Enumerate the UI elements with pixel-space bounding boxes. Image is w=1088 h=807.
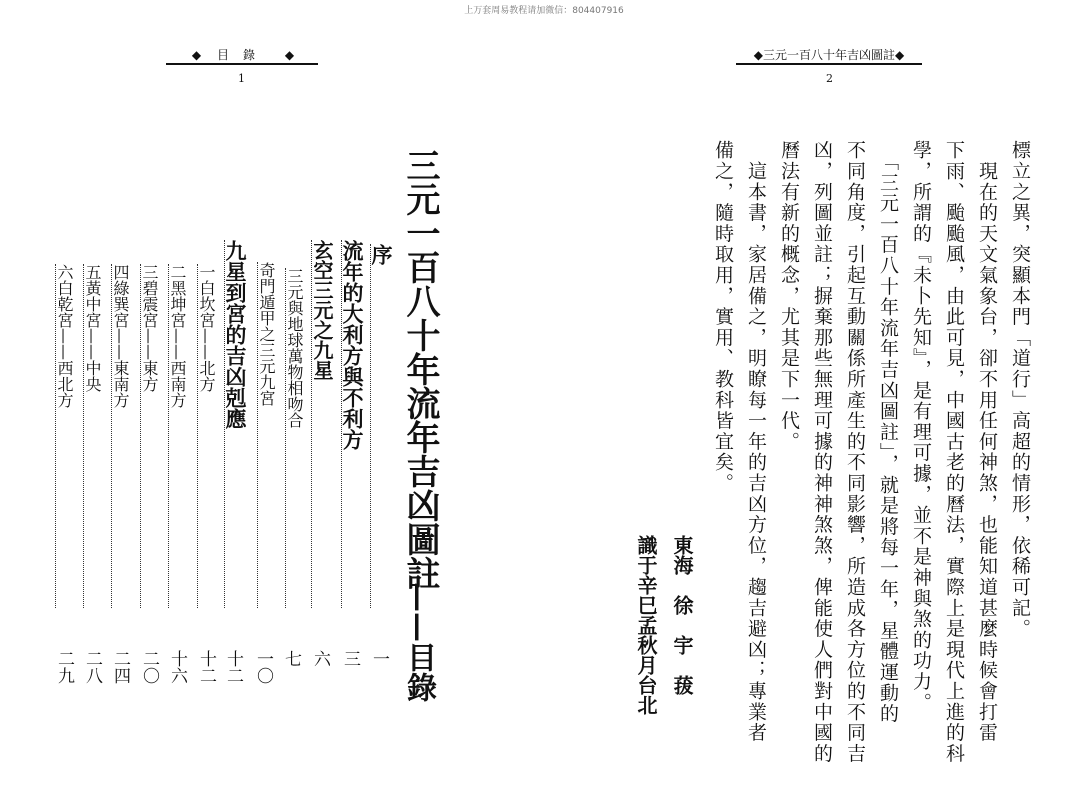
preface-column: 學，所謂的『未卜先知』，是有理可據，並不是神與煞的功力。 [910,140,932,713]
toc-entry[interactable]: 序 [370,244,392,608]
diamond-icon: ◆ [191,48,202,62]
toc-entry[interactable]: 奇門遁甲之三元九宮 [257,262,274,608]
right-page-header: ◆三元一百八十年吉凶圖註◆ [753,48,905,62]
right-page-number: 2 [826,72,833,85]
preface-column: 不同角度，引起互動關係所產生的不同影響，所造成各方位的不同吉 [844,140,866,764]
toc-page-number: 二〇 [139,650,159,684]
toc-entry[interactable]: 一白坎宮——北方 [197,264,214,608]
toc-entry[interactable]: 玄空三元之九星 [311,240,332,608]
preface-column: 備之，隨時取用，實用、教科皆宜矣。 [712,140,734,494]
signature-date: 識于辛巳孟秋月台北 [634,535,658,715]
right-header-rule [736,63,922,65]
preface-column: 下雨、颱颱風，由此可見，中國古老的曆法，實際上是現代上進的科 [943,140,965,764]
preface-column: 這本書，家居備之，明瞭每一年的吉凶方位，趨吉避凶；專業者 [745,140,767,744]
toc-page-number: 十二 [196,650,216,684]
toc-entry[interactable]: 九星到宮的吉凶剋應 [224,240,246,608]
toc-page-number: 二四 [110,650,130,684]
preface-column: 「三元一百八十年流年吉凶圖註」，就是將每一年，星體運動的 [877,140,899,725]
toc-entry[interactable]: 流年的大利方與不利方 [341,240,363,608]
toc-entry[interactable]: 六白乾宮——西北方 [55,264,72,608]
preface-column: 凶，列圖並註；摒棄那些無理可據的神神煞煞，俾能使人們對中國的 [811,140,833,764]
toc-page-number: 十二 [223,650,243,684]
book-title-text: 三元一百八十年流年吉凶圖註 [400,148,440,590]
toc-entry[interactable]: 二黑坤宮——西南方 [168,264,185,608]
toc-page-number: 十六 [167,650,187,684]
toc-entry[interactable]: 五黃中宮——中央 [83,264,100,608]
toc-page-number: 七 [281,650,301,667]
left-header-rule [166,63,318,65]
toc-page-number: 二八 [82,650,102,684]
diamond-icon: ◆ [753,48,763,62]
toc-page-number: 六 [310,650,330,667]
preface-column: 現在的天文氣象台，卻不用任何神煞，也能知道甚麼時候會打雷 [976,140,998,744]
toc-page-number: 一 [369,650,389,667]
book-title-suffix: ——目錄 [401,582,436,702]
left-page-number: 1 [238,72,245,85]
signature-author: 東海 徐 宇 菝 [670,535,694,695]
toc-entry[interactable]: 三碧震宮——東方 [140,264,157,608]
preface-column: 曆法有新的概念，尤其是下一代。 [778,140,800,452]
left-page-header: ◆ 目錄 ◆ [191,48,295,62]
toc-page-number: 一〇 [253,650,273,684]
toc-page-number: 二九 [54,650,74,684]
preface-column: 標立之異，突顯本門「道行」高超的情形，依稀可記。 [1009,140,1031,640]
toc-entry[interactable]: 三元與地球萬物相吻合 [285,268,302,608]
watermark: 上万套周易教程请加微信：804407916 [464,6,624,16]
toc-page-number: 三 [340,650,360,667]
diamond-icon: ◆ [284,48,295,62]
diamond-icon: ◆ [895,48,905,62]
toc-entry[interactable]: 四綠巽宮——東南方 [111,264,128,608]
